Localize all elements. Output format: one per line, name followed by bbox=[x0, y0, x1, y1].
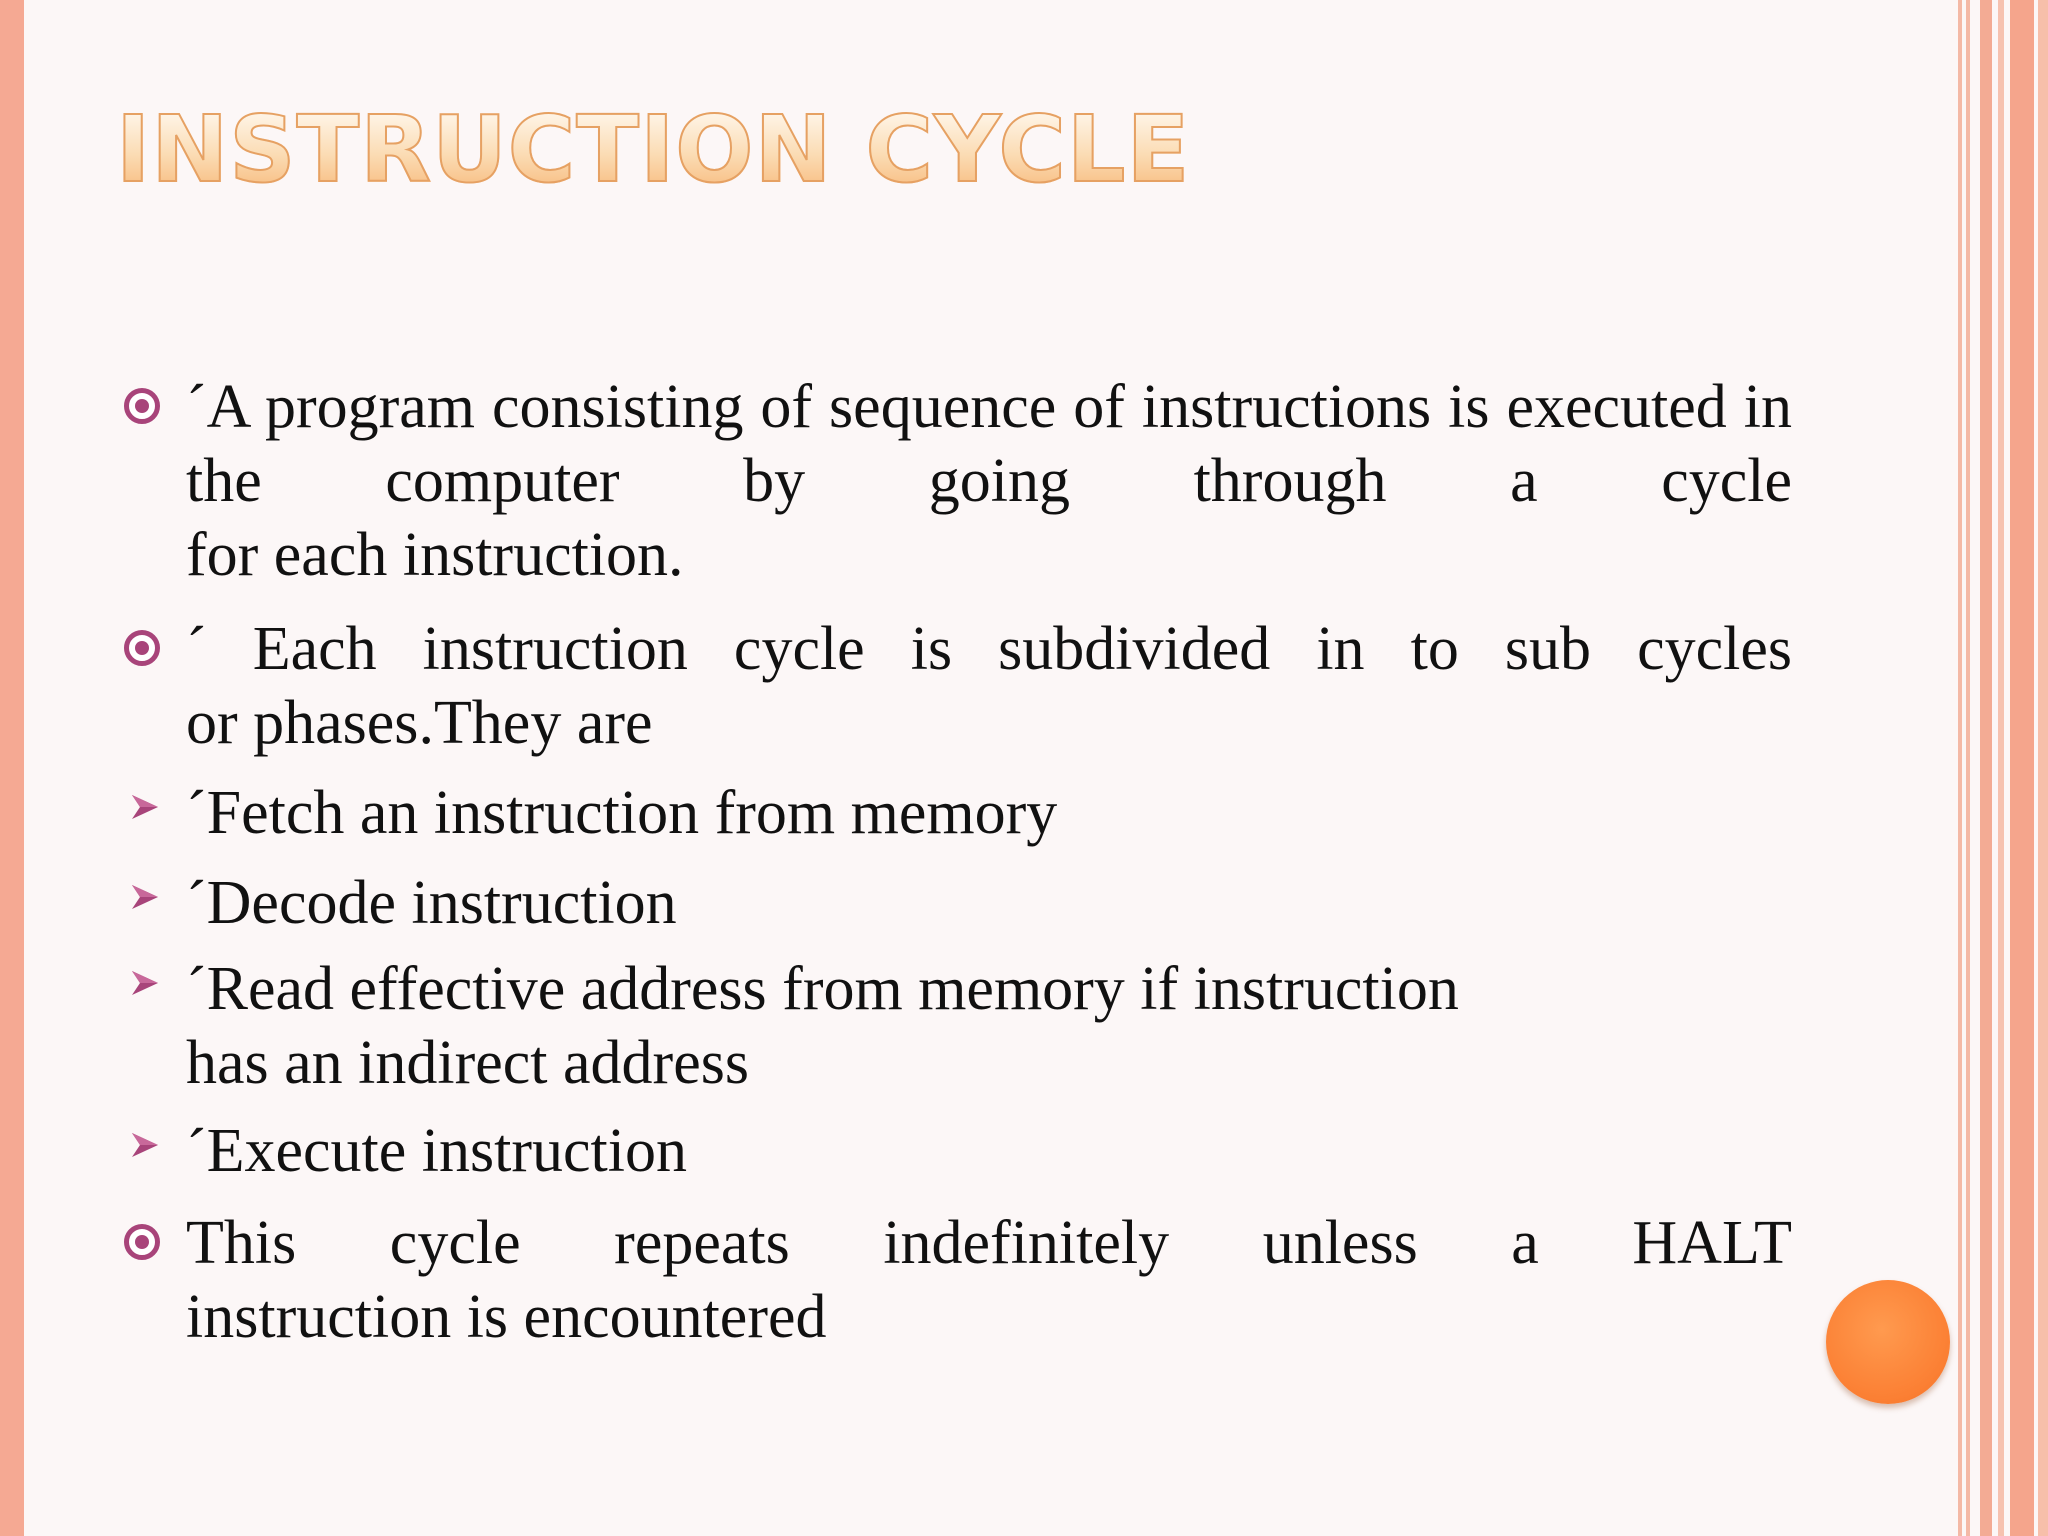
item-text-last-line: for each instruction. bbox=[186, 521, 684, 589]
bullet-item bbox=[122, 1114, 1792, 1188]
bullet-item bbox=[122, 612, 1792, 760]
item-text: This cycle repeats indefinitely unless a HALT bbox=[186, 1209, 1792, 1277]
bullet-item bbox=[122, 370, 1792, 592]
item-text: ´A program consisting of sequence of instructions is executed in the computer by going through a cycle bbox=[186, 373, 1792, 515]
left-border bbox=[0, 0, 24, 1536]
item-text: ´Fetch an instruction from memory bbox=[186, 779, 1058, 847]
item-text: ´Execute instruction bbox=[186, 1117, 687, 1185]
bullet-item bbox=[122, 866, 1792, 940]
circle-bullet-icon bbox=[124, 1224, 160, 1260]
bullet-item bbox=[122, 776, 1792, 850]
circle-bullet-icon bbox=[124, 388, 160, 424]
circle-bullet-icon bbox=[124, 630, 160, 666]
right-decorative-stripes bbox=[1958, 0, 2048, 1536]
slide-title: INSTRUCTION CYCLE bbox=[116, 96, 1191, 203]
item-text-last-line: or phases.They are bbox=[186, 689, 653, 757]
bullet-item bbox=[122, 1206, 1792, 1354]
item-text: ´Read effective address from memory if instruction bbox=[186, 955, 1459, 1023]
item-text: ´Decode instruction bbox=[186, 869, 677, 937]
arrow-bullet-icon bbox=[128, 966, 162, 1000]
bullet-item bbox=[122, 952, 1792, 1100]
item-text: ´ Each instruction cycle is subdivided in to sub cycles bbox=[186, 615, 1792, 683]
item-text-last-line: instruction is encountered bbox=[186, 1283, 827, 1351]
arrow-bullet-icon bbox=[128, 880, 162, 914]
item-text-last-line: has an indirect address bbox=[186, 1029, 749, 1097]
arrow-bullet-icon bbox=[128, 1128, 162, 1162]
orange-accent-circle bbox=[1826, 1280, 1950, 1404]
slide-content bbox=[122, 370, 1792, 1354]
arrow-bullet-icon bbox=[128, 790, 162, 824]
